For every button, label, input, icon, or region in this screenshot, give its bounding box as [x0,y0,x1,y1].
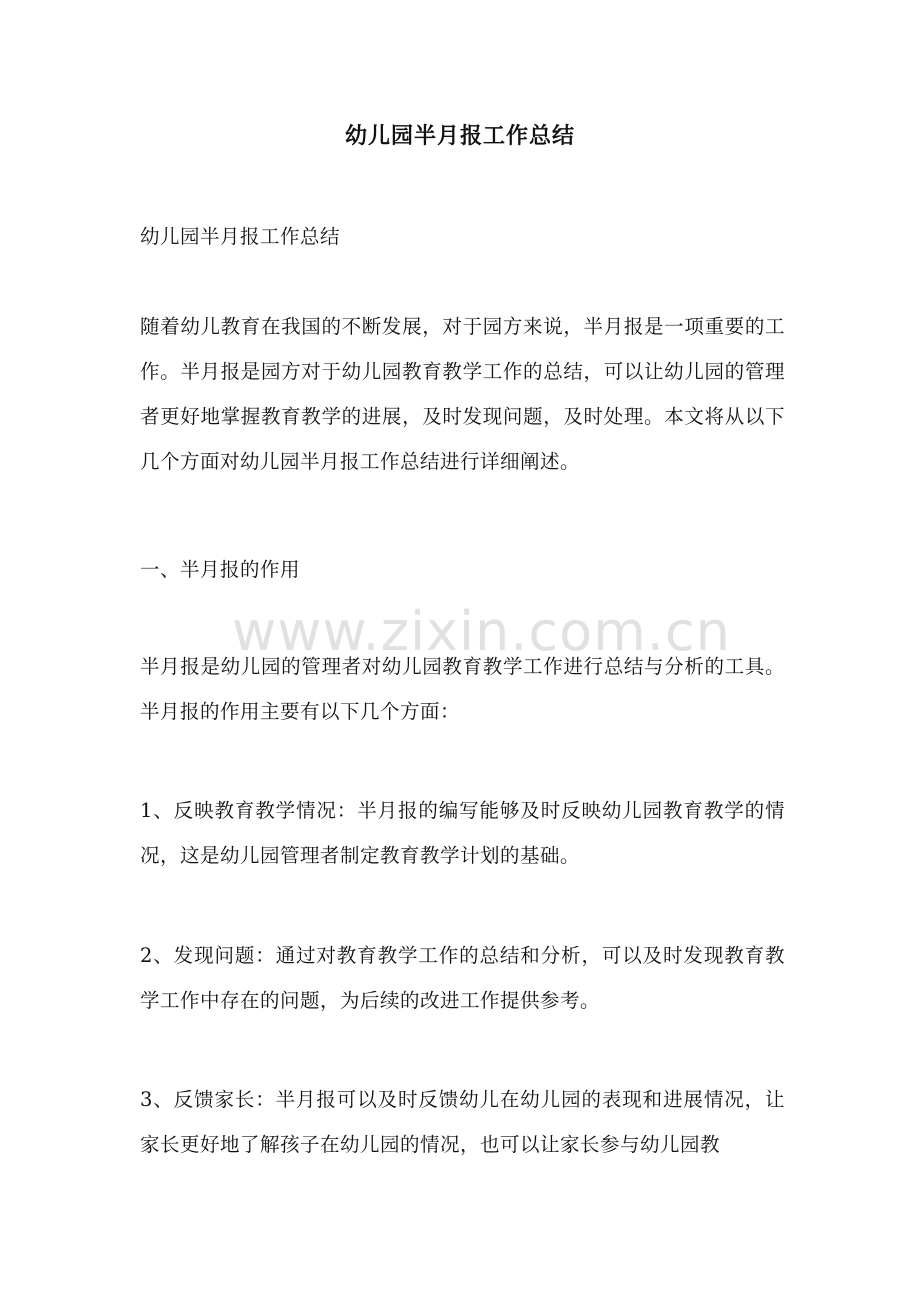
document-title: 幼儿园半月报工作总结 [344,123,575,149]
section-heading: 一、半月报的作用 [140,558,301,581]
document-subtitle: 幼儿园半月报工作总结 [140,225,341,248]
watermark: www.zixin.com.cn [232,600,731,663]
intro-paragraph: 随着幼儿教育在我国的不断发展，对于园方来说，半月报是一项重要的工作。半月报是园方对于幼儿园教育教学工作的总结，可以让幼儿园的管理者更好地掌握教育教学的进展，及时发现问题，及时处理。本文将从以下几个方面对幼儿园半月报工作总结进行详细阐述。 [140,315,785,473]
list-item-2: 2、发现问题：通过对教育教学工作的总结和分析，可以及时发现教育教学工作中存在的问题，为后续的改进工作提供参考。 [140,944,785,1012]
list-item-3: 3、反馈家长：半月报可以及时反馈幼儿在幼儿园的表现和进展情况，让家长更好地了解孩子在幼儿园的情况，也可以让家长参与幼儿园教 [140,1088,785,1156]
list-item-1: 1、反映教育教学情况：半月报的编写能够及时反映幼儿园教育教学的情况，这是幼儿园管理者制定教育教学计划的基础。 [140,799,785,867]
section-paragraph: 半月报是幼儿园的管理者对幼儿园教育教学工作进行总结与分析的工具。半月报的作用主要有以下几个方面： [140,655,785,723]
